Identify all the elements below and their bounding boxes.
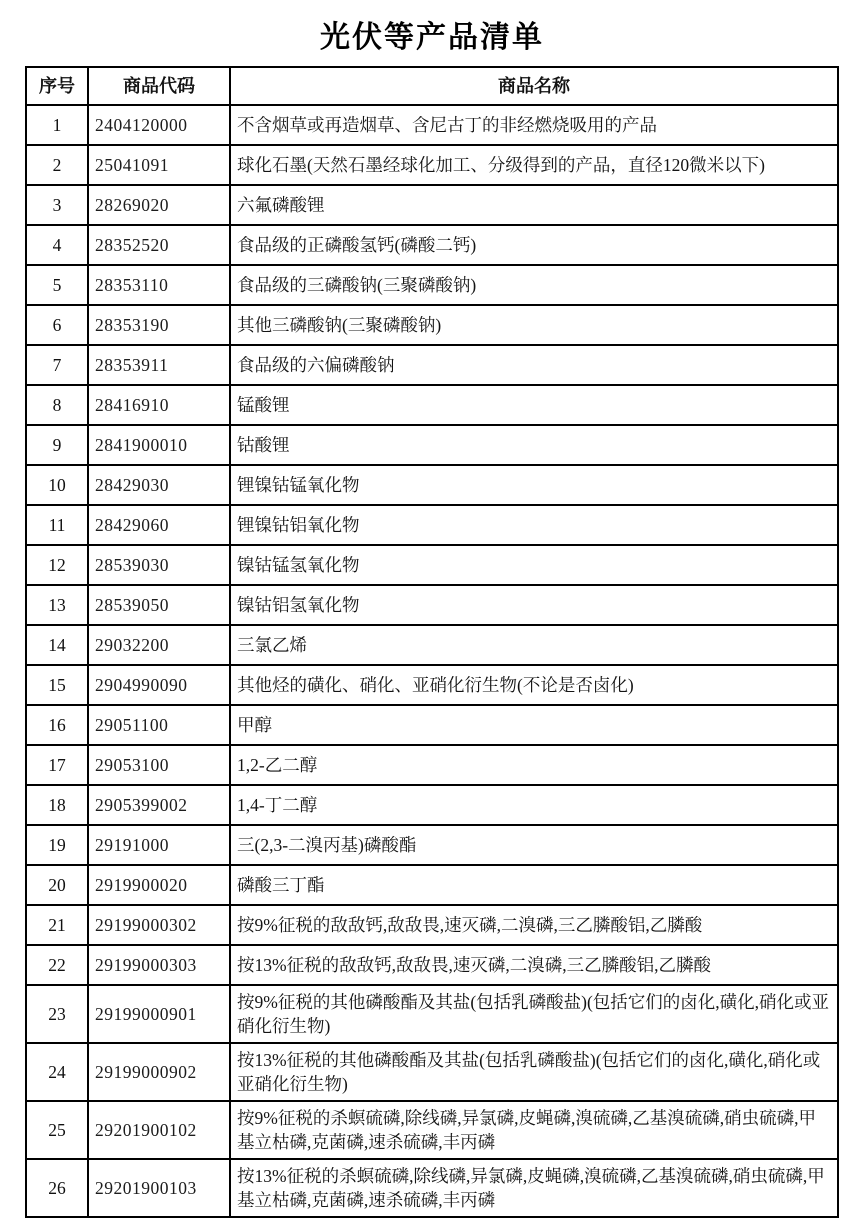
row-product-code: 2404120000 <box>88 105 230 145</box>
row-product-code: 29199000303 <box>88 945 230 985</box>
row-product-name: 按9%征税的其他磷酸酯及其盐(包括乳磷酸盐)(包括它们的卤化,磺化,硝化或亚硝化衍生物) <box>230 985 838 1043</box>
table-row <box>26 345 838 385</box>
table-body <box>26 105 838 1217</box>
row-serial: 8 <box>26 385 88 425</box>
page-title: 光伏等产品清单 <box>320 21 544 54</box>
row-product-code: 29199000902 <box>88 1043 230 1101</box>
row-product-name: 其他三磷酸钠(三聚磷酸钠) <box>230 305 838 345</box>
row-product-code: 29201900103 <box>88 1159 230 1217</box>
row-product-name: 食品级的三磷酸钠(三聚磷酸钠) <box>230 265 838 305</box>
row-product-code: 29201900102 <box>88 1101 230 1159</box>
row-serial: 18 <box>26 785 88 825</box>
row-serial: 23 <box>26 985 88 1043</box>
row-product-name: 锂镍钴铝氧化物 <box>230 505 838 545</box>
table-row <box>26 745 838 785</box>
row-product-name: 食品级的正磷酸氢钙(磷酸二钙) <box>230 225 838 265</box>
row-product-name: 按9%征税的杀螟硫磷,除线磷,异氯磷,皮蝇磷,溴硫磷,乙基溴硫磷,硝虫硫磷,甲基立枯磷,克菌磷,速杀硫磷,丰丙磷 <box>230 1101 838 1159</box>
row-product-code: 28539050 <box>88 585 230 625</box>
table-row <box>26 425 838 465</box>
row-serial: 12 <box>26 545 88 585</box>
table-row <box>26 1159 838 1217</box>
row-product-code: 2841900010 <box>88 425 230 465</box>
col-header-serial: 序号 <box>26 67 88 105</box>
row-product-name: 锂镍钴锰氧化物 <box>230 465 838 505</box>
row-product-code: 29199000302 <box>88 905 230 945</box>
row-product-code: 29191000 <box>88 825 230 865</box>
table-row <box>26 1101 838 1159</box>
product-table <box>25 66 839 1218</box>
table-row <box>26 625 838 665</box>
row-product-name: 食品级的六偏磷酸钠 <box>230 345 838 385</box>
table-row <box>26 825 838 865</box>
table-row <box>26 265 838 305</box>
row-serial: 6 <box>26 305 88 345</box>
table-row <box>26 585 838 625</box>
row-serial: 20 <box>26 865 88 905</box>
row-serial: 21 <box>26 905 88 945</box>
row-serial: 25 <box>26 1101 88 1159</box>
row-product-name: 1,2-乙二醇 <box>230 745 838 785</box>
row-product-code: 2905399002 <box>88 785 230 825</box>
col-header-code: 商品代码 <box>88 67 230 105</box>
table-row <box>26 985 838 1043</box>
table-row <box>26 705 838 745</box>
row-product-name: 磷酸三丁酯 <box>230 865 838 905</box>
row-serial: 24 <box>26 1043 88 1101</box>
row-serial: 4 <box>26 225 88 265</box>
row-product-name: 镍钴锰氢氧化物 <box>230 545 838 585</box>
row-serial: 5 <box>26 265 88 305</box>
row-product-name: 不含烟草或再造烟草、含尼古丁的非经燃烧吸用的产品 <box>230 105 838 145</box>
table-row <box>26 865 838 905</box>
row-product-code: 28352520 <box>88 225 230 265</box>
row-serial: 26 <box>26 1159 88 1217</box>
row-product-code: 28353110 <box>88 265 230 305</box>
row-serial: 9 <box>26 425 88 465</box>
table-row <box>26 505 838 545</box>
row-product-name: 按13%征税的杀螟硫磷,除线磷,异氯磷,皮蝇磷,溴硫磷,乙基溴硫磷,硝虫硫磷,甲基立枯磷,克菌磷,速杀硫磷,丰丙磷 <box>230 1159 838 1217</box>
row-product-code: 28353911 <box>88 345 230 385</box>
table-row <box>26 385 838 425</box>
row-product-code: 28429060 <box>88 505 230 545</box>
row-serial: 1 <box>26 105 88 145</box>
row-product-code: 28353190 <box>88 305 230 345</box>
row-product-name: 1,4-丁二醇 <box>230 785 838 825</box>
row-product-code: 25041091 <box>88 145 230 185</box>
table-row <box>26 545 838 585</box>
row-product-code: 29053100 <box>88 745 230 785</box>
row-serial: 19 <box>26 825 88 865</box>
row-serial: 11 <box>26 505 88 545</box>
table-row <box>26 785 838 825</box>
table-row <box>26 945 838 985</box>
row-product-code: 28539030 <box>88 545 230 585</box>
row-product-code: 28429030 <box>88 465 230 505</box>
row-product-name: 按13%征税的敌敌钙,敌敌畏,速灭磷,二溴磷,三乙膦酸铝,乙膦酸 <box>230 945 838 985</box>
table-row <box>26 105 838 145</box>
table-row <box>26 225 838 265</box>
row-product-name: 钴酸锂 <box>230 425 838 465</box>
row-serial: 13 <box>26 585 88 625</box>
table-row <box>26 145 838 185</box>
row-product-code: 29051100 <box>88 705 230 745</box>
row-product-name: 甲醇 <box>230 705 838 745</box>
row-serial: 22 <box>26 945 88 985</box>
row-serial: 14 <box>26 625 88 665</box>
row-product-name: 三氯乙烯 <box>230 625 838 665</box>
table-row <box>26 665 838 705</box>
row-product-name: 按9%征税的敌敌钙,敌敌畏,速灭磷,二溴磷,三乙膦酸铝,乙膦酸 <box>230 905 838 945</box>
row-serial: 10 <box>26 465 88 505</box>
row-product-name: 三(2,3-二溴丙基)磷酸酯 <box>230 825 838 865</box>
row-product-code: 2904990090 <box>88 665 230 705</box>
table-header-row <box>26 67 838 105</box>
row-product-code: 29199000901 <box>88 985 230 1043</box>
row-serial: 15 <box>26 665 88 705</box>
row-product-code: 28269020 <box>88 185 230 225</box>
row-serial: 2 <box>26 145 88 185</box>
row-serial: 16 <box>26 705 88 745</box>
row-product-name: 按13%征税的其他磷酸酯及其盐(包括乳磷酸盐)(包括它们的卤化,磺化,硝化或亚硝化衍生物) <box>230 1043 838 1101</box>
table-row <box>26 1043 838 1101</box>
row-product-name: 其他烃的磺化、硝化、亚硝化衍生物(不论是否卤化) <box>230 665 838 705</box>
row-product-name: 球化石墨(天然石墨经球化加工、分级得到的产品，直径120微米以下) <box>230 145 838 185</box>
table-row <box>26 905 838 945</box>
row-product-code: 2919900020 <box>88 865 230 905</box>
row-serial: 3 <box>26 185 88 225</box>
table-row <box>26 305 838 345</box>
col-header-name: 商品名称 <box>230 67 838 105</box>
row-serial: 7 <box>26 345 88 385</box>
table-row <box>26 465 838 505</box>
row-product-name: 锰酸锂 <box>230 385 838 425</box>
row-product-code: 29032200 <box>88 625 230 665</box>
row-product-name: 六氟磷酸锂 <box>230 185 838 225</box>
row-product-code: 28416910 <box>88 385 230 425</box>
row-product-name: 镍钴铝氢氧化物 <box>230 585 838 625</box>
row-serial: 17 <box>26 745 88 785</box>
table-row <box>26 185 838 225</box>
